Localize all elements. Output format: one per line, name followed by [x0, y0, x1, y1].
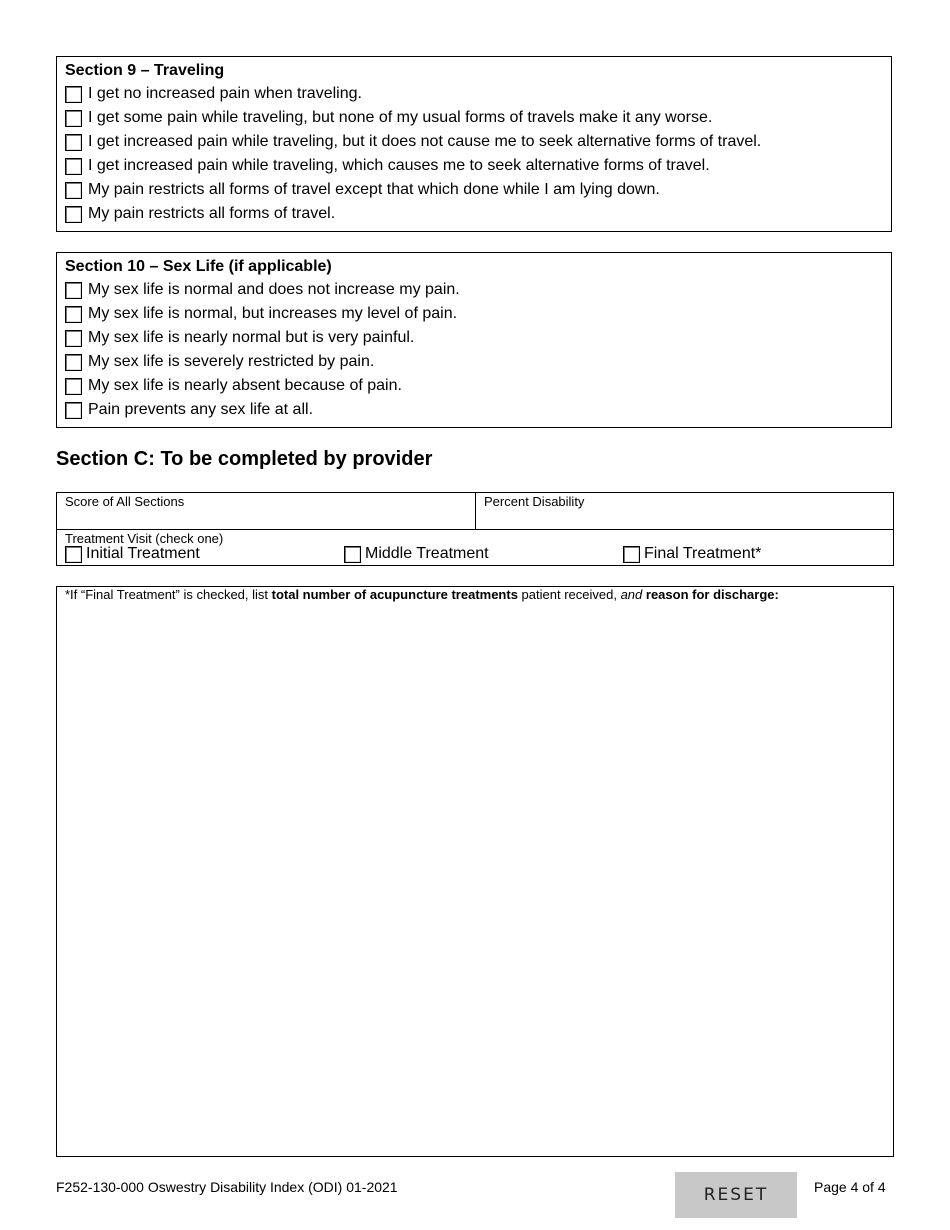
checkbox[interactable] [65, 134, 82, 151]
checkbox[interactable] [623, 546, 640, 563]
section-9-option-2[interactable]: I get some pain while traveling, but none of my usual forms of travels make it any worse. [65, 106, 883, 130]
section-10-box [56, 252, 892, 428]
checkbox[interactable] [65, 378, 82, 395]
section-10-option-1[interactable]: My sex life is normal and does not increase my pain. [65, 278, 883, 302]
checkbox[interactable] [65, 110, 82, 127]
checkbox[interactable] [65, 330, 82, 347]
percent-disability-field[interactable] [476, 493, 893, 529]
section-9-option-3[interactable]: I get increased pain while traveling, but it does not cause me to seek alternative forms of travel. [65, 130, 883, 154]
section-9-option-5[interactable]: My pain restricts all forms of travel except that which done while I am lying down. [65, 178, 883, 202]
checkbox[interactable] [344, 546, 361, 563]
section-10-option-2[interactable]: My sex life is normal, but increases my level of pain. [65, 302, 883, 326]
section-9-box [56, 56, 892, 232]
score-row [57, 493, 893, 530]
section-9-option-1[interactable]: I get no increased pain when traveling. [65, 82, 883, 106]
reset-button[interactable]: RESET [675, 1172, 797, 1218]
section-10-option-5[interactable]: My sex life is nearly absent because of pain. [65, 374, 883, 398]
section-10-option-3[interactable]: My sex life is nearly normal but is very painful. [65, 326, 883, 350]
final-treatment-option[interactable]: Final Treatment* [623, 545, 761, 563]
form-id: F252-130-000 Oswestry Disability Index (ODI) 01-2021 [56, 1179, 398, 1195]
checkbox[interactable] [65, 158, 82, 175]
section-10-option-6[interactable]: Pain prevents any sex life at all. [65, 398, 883, 422]
initial-treatment-option[interactable]: Initial Treatment [65, 545, 200, 563]
checkbox[interactable] [65, 282, 82, 299]
section-10-option-4[interactable]: My sex life is severely restricted by pain. [65, 350, 883, 374]
section-9-option-4[interactable]: I get increased pain while traveling, which causes me to seek alternative forms of travel. [65, 154, 883, 178]
checkbox[interactable] [65, 182, 82, 199]
provider-score-table [56, 492, 894, 566]
section-9-option-6[interactable]: My pain restricts all forms of travel. [65, 202, 883, 226]
treatment-visit-label: Treatment Visit (check one) [65, 531, 224, 546]
checkbox[interactable] [65, 306, 82, 323]
checkbox[interactable] [65, 546, 82, 563]
checkbox[interactable] [65, 402, 82, 419]
score-label: Score of All Sections [65, 494, 185, 509]
section-10-title: Section 10 – Sex Life (if applicable) [65, 258, 332, 275]
page-number: Page 4 of 4 [814, 1179, 886, 1195]
treatment-visit-row [57, 530, 893, 566]
percent-label: Percent Disability [484, 494, 585, 509]
checkbox[interactable] [65, 354, 82, 371]
middle-treatment-option[interactable]: Middle Treatment [344, 545, 489, 563]
checkbox[interactable] [65, 206, 82, 223]
section-9-title: Section 9 – Traveling [65, 62, 225, 79]
checkbox[interactable] [65, 86, 82, 103]
score-of-all-sections-field[interactable] [57, 493, 476, 529]
section-c-heading: Section C: To be completed by provider [56, 448, 433, 470]
discharge-notes-field[interactable] [56, 586, 894, 1157]
discharge-notes-label: *If “Final Treatment” is checked, list total number of acupuncture treatments patient received, and reason for discharge: [65, 587, 779, 602]
